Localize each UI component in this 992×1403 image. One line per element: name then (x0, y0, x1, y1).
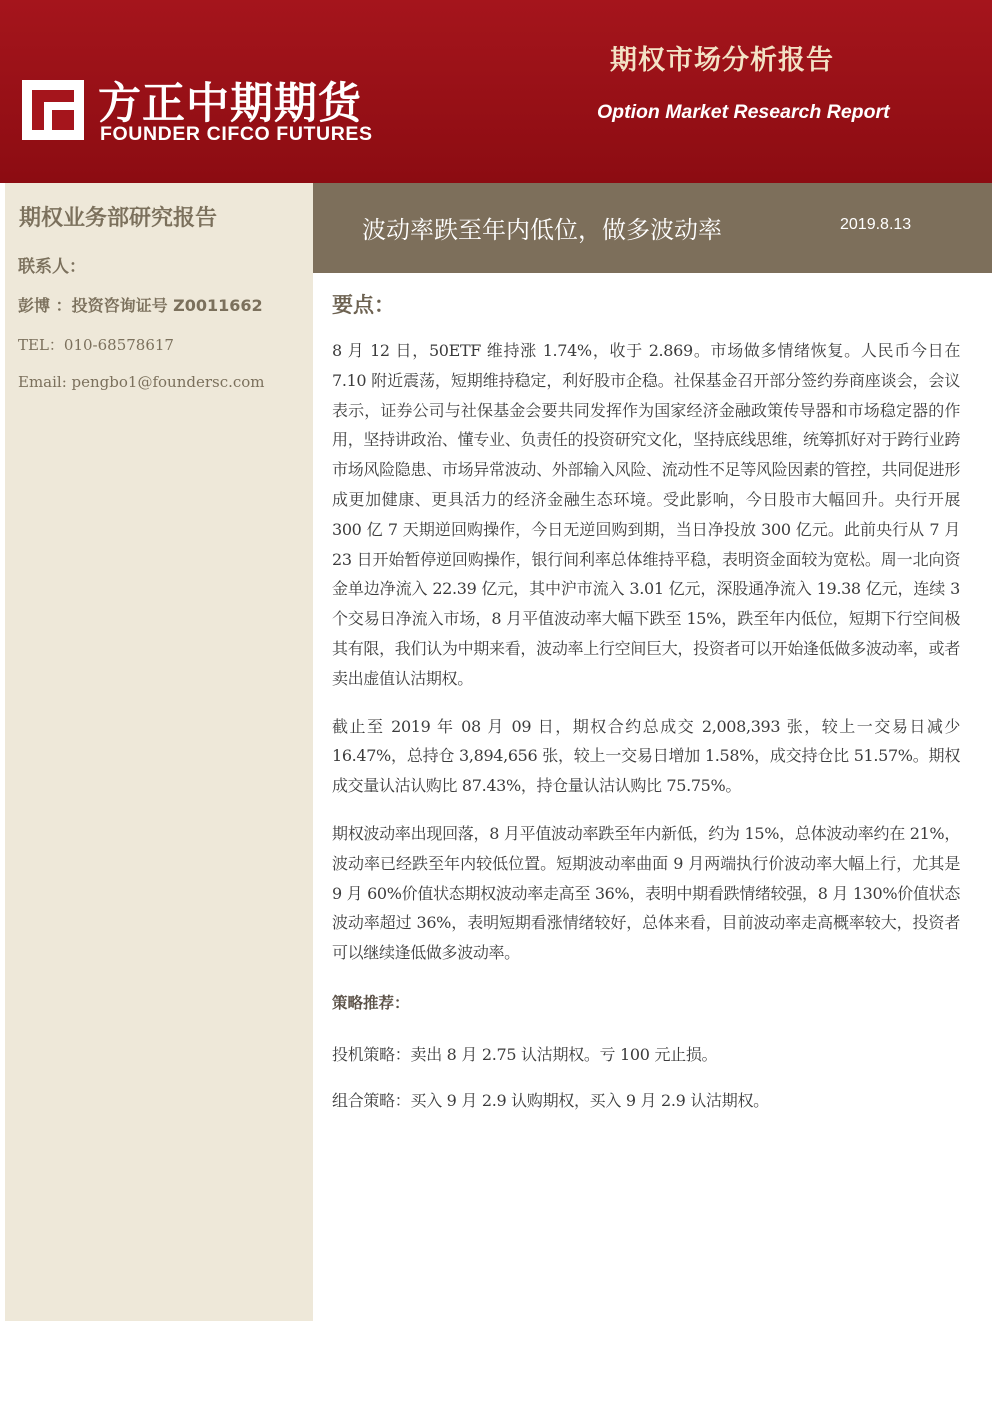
report-type-subtitle: Option Market Research Report (597, 101, 890, 123)
founder-logo-icon (22, 80, 84, 140)
logo-english-name: FOUNDER CIFCO FUTURES (100, 123, 373, 145)
author-email: Email: pengbo1@foundersc.com (18, 373, 265, 391)
contact-label: 联系人： (18, 257, 86, 277)
strategy-heading: 策略推荐： (332, 993, 410, 1012)
paragraph-market-summary: 8 月 12 日，50ETF 维持涨 1.74%，收于 2.869。市场做多情绪恢复。人民币今日在 7.10 附近震荡，短期维持稳定，利好股市企稳。社保基金召开部分签约券商座谈会，会议表示，证券公司与社保基金会要共同发挥作为国家经济金融政策传导器和市场稳定器的作用，坚持讲政治、懂专业、负责任的投资研究文化，坚持底线思维，统筹抓好对于跨行业跨市场风险隐患、市场异常波动、外部输入风险、流动性不足等风险因素的管控，共同促进形成更加健康、更具活力的经济金融生态环境。受此影响，今日股市大幅回升。央行开展 300 亿 7 天期逆回购操作，今日无逆回购到期，当日净投放 300 亿元。此前央行从 7 月 23 日开始暂停逆回购操作，银行间利率总体维持平稳，表明资金面较为宽松。周一北向资金单边净流入 22.39 亿元，其中沪市流入 3.01 亿元，深股通净流入 19.38 亿元，连续 3 个交易日净流入市场，8 月平值波动率大幅下跌至 15%，跌至年内低位，短期下行空间极其有限，我们认为中期来看，波动率上行空间巨大，投资者可以开始逢低做多波动率，或者卖出虚值认沽期权。 (332, 341, 960, 688)
speculative-strategy: 投机策略：卖出 8 月 2.75 认沽期权。亏 100 元止损。 (332, 1044, 718, 1064)
sidebar (5, 183, 313, 1321)
report-title: 波动率跌至年内低位，做多波动率 (362, 216, 722, 244)
paragraph-volume-stats: 截止至 2019 年 08 月 09 日，期权合约总成交 2,008,393 张，较上一交易日减少 16.47%，总持仓 3,894,656 张，较上一交易日增加 1.58%，成交持仓比 51.57%。期权成交量认沽认购比 87.43%，持仓量认沽认购比 75.75%。 (332, 716, 960, 796)
report-body (332, 288, 960, 1132)
combination-strategy: 组合策略：买入 9 月 2.9 认购期权，买入 9 月 2.9 认沽期权。 (332, 1090, 769, 1110)
key-points-heading: 要点： (332, 293, 395, 317)
logo-chinese-name: 方正中期期货 (98, 79, 362, 129)
report-date: 2019.8.13 (840, 216, 912, 233)
paragraph-volatility: 期权波动率出现回落，8 月平值波动率跌至年内新低，约为 15%，总体波动率约在 21%，波动率已经跌至年内较低位置。短期波动率曲面 9 月两端执行价波动率大幅上行，尤其是 9 月 60%价值状态期权波动率走高至 36%，表明中期看跌情绪较强，8 月 130%价值状态波动率超过 36%，表明短期看涨情绪较好，总体来看，目前波动率走高概率较大，投资者可以继续逢低做多波动率。 (332, 823, 960, 963)
report-header (0, 0, 992, 183)
author-info: 彭博 ：投资咨询证号 Z0011662 (18, 296, 263, 315)
department-title: 期权业务部研究报告 (19, 206, 218, 231)
title-band (313, 183, 992, 273)
author-telephone: TEL：010-68578617 (18, 336, 174, 354)
report-type-title: 期权市场分析报告 (610, 45, 834, 76)
